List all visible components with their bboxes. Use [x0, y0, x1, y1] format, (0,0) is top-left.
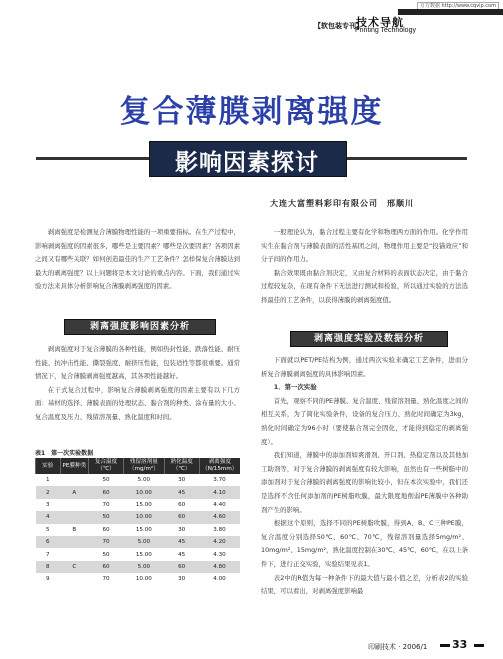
- cell: [60, 573, 89, 585]
- cell: 3: [45, 501, 50, 508]
- paragraph: 一般理论认为，黏合过程主要有化学和物理两方面的作用。化学作用实生在黏合剂与薄膜表面的活性基团之间，物理作用主要是“投锚效应”和分子间的作用力。: [261, 228, 468, 264]
- cell: 10.00: [135, 576, 152, 583]
- cell: 4.30: [213, 551, 226, 558]
- experiment-table: [35, 458, 240, 586]
- cell: 60: [89, 561, 124, 573]
- cell: A: [60, 486, 89, 498]
- author-line: 大连大富塑料彩印有限公司 邢顺川: [270, 199, 414, 208]
- col-header: PE膜种类: [60, 458, 89, 474]
- cell: 50: [102, 551, 110, 558]
- cell: 50: [102, 477, 110, 484]
- cell: 4.20: [199, 536, 240, 548]
- table-caption: 表1 第一次实验数据: [35, 450, 94, 457]
- table-row: [36, 511, 241, 523]
- cell: 70: [102, 576, 110, 583]
- col-header: 复合温度（℃）: [89, 458, 124, 474]
- cell: 45: [164, 536, 199, 548]
- cell: 60: [178, 501, 186, 508]
- subtitle-rule-right: [345, 157, 467, 160]
- cell: 45: [178, 551, 186, 558]
- cell: 30: [178, 576, 186, 583]
- cell: 5: [45, 526, 50, 533]
- cell: 2: [36, 486, 61, 498]
- article-subtitle: 影响因素探讨: [175, 150, 319, 176]
- paragraph: 下面就以PET/PE结构为例，通过两次实验来确定工艺条件，进而分析复合薄膜剥离强度的具体影响因素。: [261, 356, 468, 378]
- cell: 4: [36, 511, 61, 523]
- cell: 60: [102, 526, 110, 533]
- col-header: 剥离强度（N/15mm）: [199, 458, 240, 474]
- cell: 4.60: [199, 511, 240, 523]
- cell: C: [60, 561, 89, 573]
- cell: [60, 511, 89, 523]
- cell: 3.70: [213, 477, 226, 484]
- right-column-body: [261, 354, 468, 599]
- cell: 5.00: [123, 561, 164, 573]
- page-number: 33: [452, 638, 468, 651]
- cell: 4.10: [199, 486, 240, 498]
- paragraph: 剥离强度对于复合薄膜的各种性能，例如热封性能、跌落性能、耐压性能、抗冲击性能、撕裂强度、耐挤压性能，包装适性等都很重要。通常情况下，复合薄膜剥离强度越高，其各项性能越好。: [35, 345, 240, 381]
- section-title: 技术导航: [356, 16, 404, 29]
- paragraph: 我们知道，薄膜中的添加剂如爽滑剂、开口剂、热稳定剂以及其他加工助剂等，对于复合薄膜的剥离强度有较大影响，虽然也有一些树脂中的添加剂对于复合薄膜的剥离强度的影响比较小，但在本次实验中，我们还是选择不含任何添加剂的PE树脂吹膜，最大限度地削弱PE薄膜中各种助剂产生的影响。: [261, 451, 468, 514]
- table-row: [36, 474, 241, 486]
- cell: 45: [164, 486, 199, 498]
- cell: 60: [164, 561, 199, 573]
- page-bar-left: [440, 644, 450, 647]
- col-header: 实验: [36, 458, 61, 474]
- page-bar-right: [474, 644, 484, 647]
- cell: 60: [164, 511, 199, 523]
- cell: 15.00: [135, 526, 152, 533]
- cell: 1: [45, 477, 50, 484]
- paragraph: 首先，观察不同的PE薄膜、复合温度、残留溶剂量、熟化温度之间的相互关系，为了简化实验条件，设备的复合压力、熟化时间确定为3kg，熟化时间确定为96小时（要使黏合剂完全固化，才能得到稳定的剥离强度）。: [261, 396, 468, 446]
- cell: 7: [45, 551, 50, 558]
- table-row: [36, 486, 241, 498]
- cell: [60, 474, 89, 486]
- table-row: [36, 499, 241, 511]
- cell: 15.00: [135, 551, 152, 558]
- cell: 8: [36, 561, 61, 573]
- article-title: 复合薄膜剥离强度: [119, 94, 384, 130]
- cell: [60, 536, 89, 548]
- issue-footer: 印刷技术 · 2006/1: [368, 643, 428, 651]
- issue-tag: 【软包装专刊】: [314, 22, 363, 30]
- cell: 4.00: [213, 576, 226, 583]
- source-watermark: 万方数据 http://www.cqvip.com: [417, 2, 499, 11]
- table-row: [36, 561, 241, 573]
- paragraph: 剥离强度是检测复合薄膜物理性能的一项重要指标。在生产过程中，影响剥离强度的因素很多，哪些是主要因素？哪些是次要因素？各项因素之间又有哪些关联？如何创造最佳的生产工艺条件？怎样保复合薄膜达到最大的剥离强度？以上问题将是本文讨论的重点内容。下面，我们通过实验方法来具体分析影响复合薄膜剥离强度的因素。: [35, 228, 240, 291]
- cell: 3.80: [213, 526, 226, 533]
- cell: 5.00: [137, 477, 151, 484]
- cell: 70: [89, 536, 124, 548]
- left-column-body: [35, 343, 240, 425]
- cell: 10.00: [123, 511, 164, 523]
- cell: 30: [178, 526, 186, 533]
- subheading: 1．第一次实验: [273, 383, 317, 392]
- right-column-intro: [261, 226, 468, 308]
- cell: 4.80: [199, 561, 240, 573]
- cell: 4.40: [213, 501, 226, 508]
- paragraph: 黏合效果既由黏合剂决定，又由复合材料的表面状态决定，由于黏合过程较复杂，在现有条件下无法进行测试和检验，所以通过实验的方法选择最佳的工艺条件，以获得薄膜的剥离强度值。: [261, 268, 468, 304]
- paragraph: 根据这个原则，选择不同的PE树脂吹膜，得到A、B、C三种PE膜，复合温度分别选择50℃、60℃、70℃，残留溶剂量选择5mg/m²、10mg/m²、15mg/m²，熟化温度控制在30℃、45℃、60℃，在以上条件下，进行正交实验，实验结果见表1。: [261, 519, 468, 568]
- cell: 15.00: [135, 501, 152, 508]
- left-column-intro: [35, 226, 240, 294]
- cell: 60: [89, 486, 124, 498]
- table-row: [36, 524, 241, 536]
- table-row: [36, 573, 241, 585]
- cell: 5.00: [123, 536, 164, 548]
- table-row: [36, 548, 241, 560]
- cell: 30: [178, 477, 186, 484]
- cell: [60, 548, 89, 560]
- subtitle-rule-left: [36, 157, 149, 160]
- cell: 6: [36, 536, 61, 548]
- table-row: [36, 536, 241, 548]
- cell: 9: [45, 576, 50, 583]
- col-header: 残留溶剂量（mg/m²）: [123, 458, 164, 474]
- section-heading-2: 剥离强度实验及数据分析: [290, 331, 448, 347]
- cell: 70: [102, 501, 110, 508]
- cell: 50: [89, 511, 124, 523]
- table-header-row: [36, 458, 241, 474]
- header-bar: [398, 9, 503, 15]
- section-title-en: Printing Technology: [355, 27, 416, 34]
- cell: 10.00: [123, 486, 164, 498]
- paragraph: 在干式复合过程中，影响复合薄膜剥离强度的因素主要有以下几方面：基材的选择、薄膜表面的处理状态、黏合剂的种类、涂布量的大小、复合温度及压力、残留溶剂量、熟化温度和时间。: [35, 385, 240, 421]
- paragraph: 表2中的R值为每一种条件下的最大值与最小值之差，分析表2的实验结果，可以看出，对剥离强度影响最: [261, 573, 468, 596]
- section-heading-1: 剥离强度影响因素分析: [64, 319, 216, 335]
- cell: B: [72, 526, 77, 533]
- col-header: 熟化温度（℃）: [164, 458, 199, 474]
- cell: [60, 499, 89, 511]
